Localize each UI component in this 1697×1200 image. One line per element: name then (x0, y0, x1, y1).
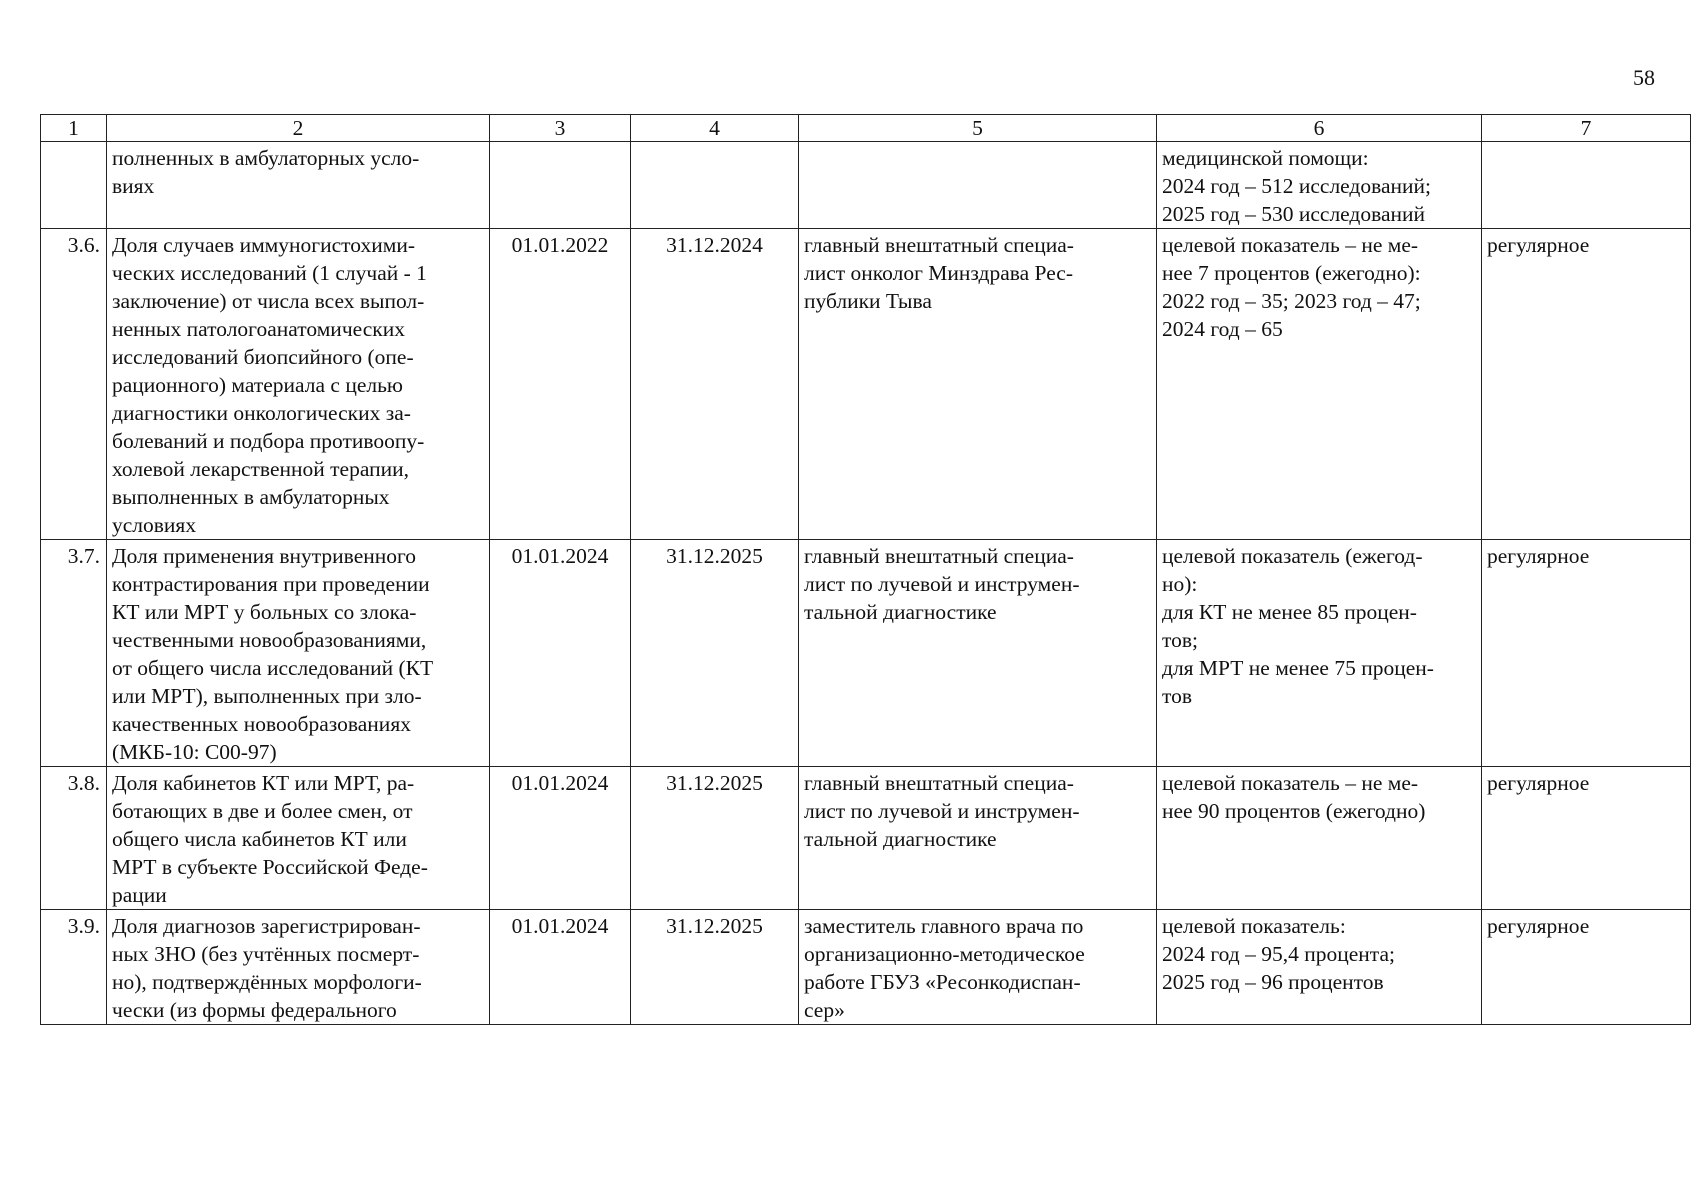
table-row (41, 540, 1691, 767)
column-header: 3 (490, 115, 631, 142)
measure-name-cell-line: общего числа кабинетов КТ или (112, 827, 407, 851)
indicator-cell-line: медицинской помощи: (1162, 146, 1369, 170)
indicator-cell (1157, 540, 1482, 767)
measure-name-cell-line: выполненных в амбулаторных (112, 485, 390, 509)
indicator-cell (1157, 767, 1482, 910)
indicator-cell (1157, 229, 1482, 540)
start-date-cell: 01.01.2024 (490, 767, 631, 910)
start-date-cell: 01.01.2024 (490, 910, 631, 1025)
end-date-cell: 31.12.2025 (631, 767, 799, 910)
responsible-cell-line: заместитель главного врача по (804, 914, 1084, 938)
end-date-cell: 31.12.2025 (631, 540, 799, 767)
measure-type-cell: регулярное (1482, 767, 1691, 910)
measure-name-cell-line: Доля кабинетов КТ или МРТ, ра- (112, 771, 415, 795)
indicator-cell-line: нее 90 процентов (ежегодно) (1162, 799, 1426, 823)
start-date-cell: 01.01.2022 (490, 229, 631, 540)
measure-type-cell (1482, 142, 1691, 229)
responsible-cell-line: главный внештатный специа- (804, 771, 1074, 795)
item-number-cell: 3.8. (41, 767, 107, 910)
measure-name-cell (107, 910, 490, 1025)
measure-name-cell (107, 540, 490, 767)
column-header: 1 (41, 115, 107, 142)
measure-name-cell-line: заключение) от числа всех выпол- (112, 289, 425, 313)
indicator-cell (1157, 910, 1482, 1025)
measure-name-cell-line: чески (из формы федерального (112, 998, 397, 1022)
responsible-cell (799, 142, 1157, 229)
measure-name-cell-line: Доля применения внутривенного (112, 544, 417, 568)
measure-name-cell-line: холевой лекарственной терапии, (112, 457, 409, 481)
measure-name-cell (107, 229, 490, 540)
end-date-cell: 31.12.2024 (631, 229, 799, 540)
responsible-cell (799, 229, 1157, 540)
start-date-cell: 01.01.2024 (490, 540, 631, 767)
measure-type-cell: регулярное (1482, 229, 1691, 540)
responsible-cell-line: публики Тыва (804, 289, 932, 313)
indicator-cell-line: тов (1162, 684, 1193, 708)
measure-name-cell-line: Доля случаев иммуногистохими- (112, 233, 416, 257)
responsible-cell-line: лист онколог Минздрава Рес- (804, 261, 1074, 285)
measure-name-cell-line: Доля диагнозов зарегистрирован- (112, 914, 421, 938)
responsible-cell-line: лист по лучевой и инструмен- (804, 572, 1080, 596)
measure-name-cell (107, 767, 490, 910)
indicator-cell (1157, 142, 1482, 229)
measure-name-cell-line: ческих исследований (1 случай - 1 (112, 261, 427, 285)
responsible-cell-line: главный внештатный специа- (804, 233, 1074, 257)
indicator-cell-line: целевой показатель (ежегод- (1162, 544, 1423, 568)
measure-name-cell-line: рационного) материала с целью (112, 373, 403, 397)
indicator-cell-line: 2025 год – 530 исследований (1162, 202, 1426, 226)
end-date-cell: 31.12.2025 (631, 910, 799, 1025)
page-number: 58 (1633, 65, 1655, 90)
measure-name-cell-line: условиях (112, 513, 197, 537)
responsible-cell-line: организационно-методическое (804, 942, 1085, 966)
item-number-cell: 3.9. (41, 910, 107, 1025)
header-row (41, 115, 1691, 142)
start-date-cell (490, 142, 631, 229)
item-number-cell: 3.6. (41, 229, 107, 540)
responsible-cell-line: тальной диагностике (804, 600, 997, 624)
indicator-cell-line: 2025 год – 96 процентов (1162, 970, 1384, 994)
measure-name-cell-line: полненных в амбулаторных усло- (112, 146, 420, 170)
measure-name-cell (107, 142, 490, 229)
column-header: 4 (631, 115, 799, 142)
indicator-cell-line: целевой показатель: (1162, 914, 1346, 938)
indicator-cell-line: целевой показатель – не ме- (1162, 771, 1419, 795)
measure-name-cell-line: чественными новообразованиями, (112, 628, 427, 652)
responsible-cell-line: лист по лучевой и инструмен- (804, 799, 1080, 823)
measure-name-cell-line: исследований биопсийного (опе- (112, 345, 414, 369)
column-header: 6 (1157, 115, 1482, 142)
indicator-cell-line: 2022 год – 35; 2023 год – 47; (1162, 289, 1421, 313)
measure-name-cell-line: от общего числа исследований (КТ (112, 656, 434, 680)
measure-name-cell-line: рации (112, 883, 167, 907)
measure-name-cell-line: но), подтверждённых морфологи- (112, 970, 422, 994)
item-number-cell (41, 142, 107, 229)
measure-name-cell-line: болеваний и подбора противоопу- (112, 429, 425, 453)
measure-name-cell-line: диагностики онкологических за- (112, 401, 411, 425)
indicator-cell-line: целевой показатель – не ме- (1162, 233, 1419, 257)
responsible-cell-line: работе ГБУЗ «Ресонкодиспан- (804, 970, 1081, 994)
indicator-cell-line: но): (1162, 572, 1198, 596)
table-body (41, 142, 1691, 1025)
responsible-cell-line: главный внештатный специа- (804, 544, 1074, 568)
indicator-cell-line: для КТ не менее 85 процен- (1162, 600, 1417, 624)
measure-name-cell-line: виях (112, 174, 155, 198)
measure-name-cell-line: контрастирования при проведении (112, 572, 430, 596)
measure-name-cell-line: ненных патологоанатомических (112, 317, 405, 341)
measure-name-cell-line: ных ЗНО (без учтённых посмерт- (112, 942, 420, 966)
measure-name-cell-line: КТ или МРТ у больных со злока- (112, 600, 417, 624)
measure-name-cell-line: или МРТ), выполненных при зло- (112, 684, 422, 708)
responsible-cell (799, 910, 1157, 1025)
indicator-cell-line: для МРТ не менее 75 процен- (1162, 656, 1434, 680)
item-number-cell: 3.7. (41, 540, 107, 767)
end-date-cell (631, 142, 799, 229)
column-header: 5 (799, 115, 1157, 142)
indicator-cell-line: нее 7 процентов (ежегодно): (1162, 261, 1421, 285)
table-row (41, 910, 1691, 1025)
table-row (41, 142, 1691, 229)
measures-table (40, 114, 1691, 1025)
column-header: 7 (1482, 115, 1691, 142)
measure-type-cell: регулярное (1482, 540, 1691, 767)
responsible-cell-line: тальной диагностике (804, 827, 997, 851)
indicator-cell-line: 2024 год – 65 (1162, 317, 1283, 341)
measure-name-cell-line: качественных новообразованиях (112, 712, 411, 736)
indicator-cell-line: 2024 год – 512 исследований; (1162, 174, 1432, 198)
measure-name-cell-line: ботающих в две и более смен, от (112, 799, 413, 823)
responsible-cell (799, 540, 1157, 767)
responsible-cell-line: сер» (804, 998, 845, 1022)
indicator-cell-line: 2024 год – 95,4 процента; (1162, 942, 1395, 966)
responsible-cell (799, 767, 1157, 910)
indicator-cell-line: тов; (1162, 628, 1198, 652)
measure-type-cell: регулярное (1482, 910, 1691, 1025)
table-row (41, 767, 1691, 910)
measure-name-cell-line: МРТ в субъекте Российской Феде- (112, 855, 428, 879)
column-header: 2 (107, 115, 490, 142)
measure-name-cell-line: (МКБ-10: С00-97) (112, 740, 277, 764)
table-row (41, 229, 1691, 540)
